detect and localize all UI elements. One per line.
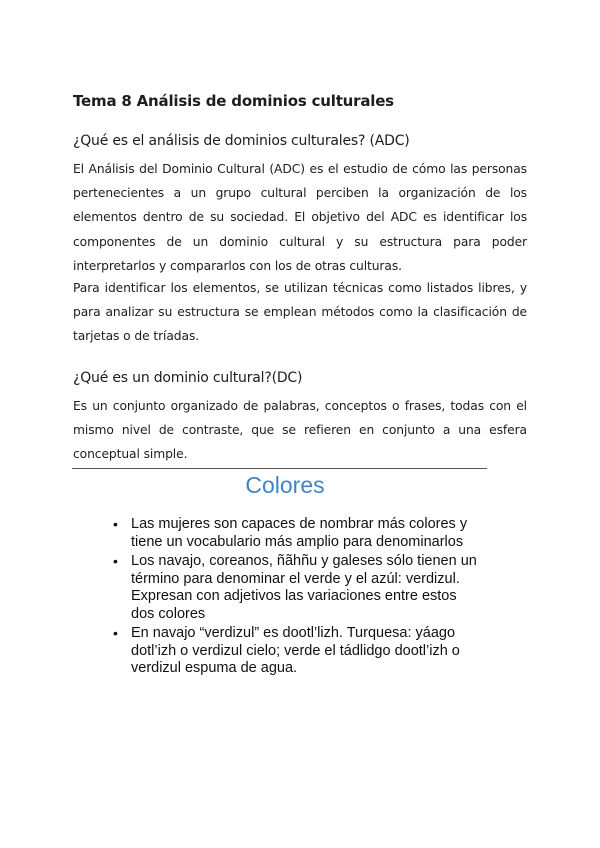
slide-bullet-item [112, 516, 482, 551]
slide-title: Colores [245, 472, 325, 498]
slide-bullet-text: Los navajo, coreanos, ñãhñu y galeses sólo tienen un término para denominar el verde y el azúl: verdizul. Expresan con adjetivos las variaciones entre estos dos colores [131, 553, 477, 622]
bullet-dot-icon: • [113, 625, 118, 641]
section-heading-dc: ¿Qué es un dominio cultural?(DC) [73, 370, 303, 386]
paragraph-dc-definition: Es un conjunto organizado de palabras, conceptos o frases, todas con el mismo nivel de contraste, que se refieren en conjunto a una esfera conceptual simple. [73, 399, 527, 462]
slide-bullet-item [112, 625, 482, 678]
slide-bullet-text: En navajo “verdizul” es dootl’lizh. Turquesa: yáago dotl’izh o verdizul cielo; verde el tádlidgo dootl’izh o verdizul espuma de agua. [131, 625, 460, 676]
slide-bullet-text: Las mujeres son capaces de nombrar más colores y tiene un vocabulario más amplio para denominarlos [131, 516, 468, 550]
page-title: Tema 8 Análisis de dominios culturales [73, 92, 394, 110]
slide-bullet-item [112, 553, 482, 623]
bullet-dot-icon: • [113, 553, 118, 569]
paragraph-adc-definition: El Análisis del Dominio Cultural (ADC) es el estudio de cómo las personas pertenecientes a un grupo cultural perciben la organización de los elementos dentro de su sociedad. El objetivo del ADC es identificar los componentes de un dominio cultural y su estructura para poder interpretarlos y compararlos con los de otras culturas. [73, 162, 527, 273]
paragraph-adc-techniques: Para identificar los elementos, se utilizan técnicas como listados libres, y para analizar su estructura se emplean métodos como la clasificación de tarjetas o de tríadas. [73, 281, 527, 344]
slide-divider [72, 468, 487, 469]
section-heading-adc: ¿Qué es el análisis de dominios culturales? (ADC) [73, 133, 410, 149]
bullet-dot-icon: • [113, 516, 118, 532]
slide-bullet-list [112, 516, 482, 680]
